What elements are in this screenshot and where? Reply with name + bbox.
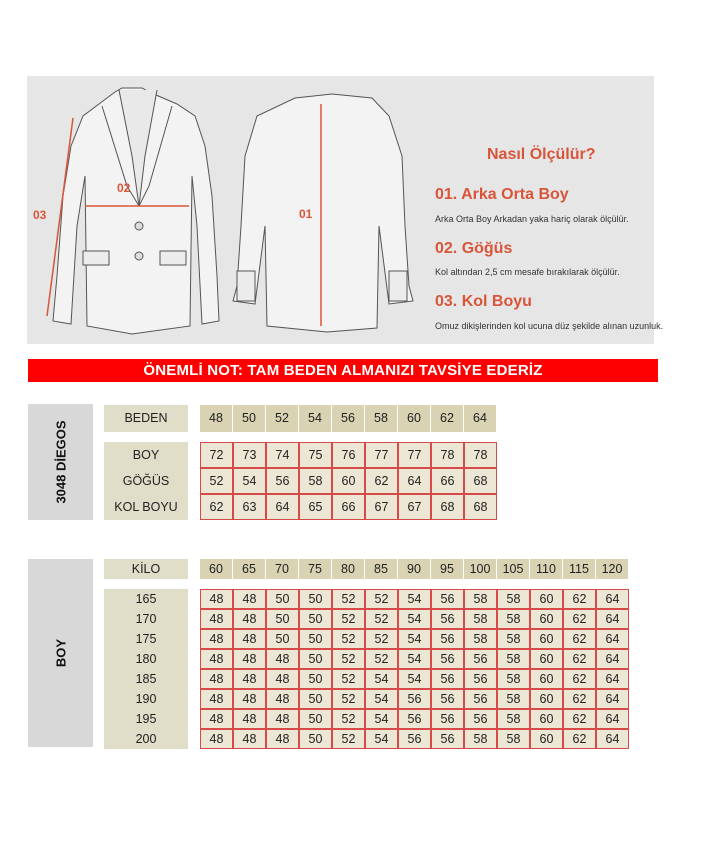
size-recommendation-cell: 48 bbox=[200, 729, 233, 749]
size-recommendation-cell: 50 bbox=[299, 589, 332, 609]
size-value-cell: 77 bbox=[365, 442, 398, 468]
size-recommendation-cell: 64 bbox=[596, 689, 629, 709]
size-recommendation-cell: 58 bbox=[497, 609, 530, 629]
size-row-label: GÖĞÜS bbox=[104, 468, 188, 494]
marker-03: 03 bbox=[33, 208, 47, 222]
weight-header-cell: 85 bbox=[365, 559, 398, 579]
size-value-cell: 76 bbox=[332, 442, 365, 468]
size-recommendation-cell: 62 bbox=[563, 729, 596, 749]
size-recommendation-cell: 60 bbox=[530, 609, 563, 629]
size-recommendation-cell: 54 bbox=[365, 689, 398, 709]
marker-01: 01 bbox=[299, 207, 313, 221]
size-recommendation-cell: 50 bbox=[266, 609, 299, 629]
size-recommendation-cell: 48 bbox=[233, 649, 266, 669]
size-value-cell: 67 bbox=[365, 494, 398, 520]
size-value-cell: 77 bbox=[398, 442, 431, 468]
size-recommendation-cell: 60 bbox=[530, 709, 563, 729]
weight-header-cell: 110 bbox=[530, 559, 563, 579]
size-header-cell: 50 bbox=[233, 405, 266, 432]
size-recommendation-cell: 62 bbox=[563, 669, 596, 689]
size-recommendation-cell: 54 bbox=[365, 709, 398, 729]
size-value-cell: 66 bbox=[431, 468, 464, 494]
size-recommendation-cell: 52 bbox=[332, 729, 365, 749]
size-value-cell: 66 bbox=[332, 494, 365, 520]
size-header-label: BEDEN bbox=[104, 405, 188, 432]
size-recommendation-cell: 56 bbox=[431, 589, 464, 609]
size-recommendation-cell: 52 bbox=[365, 589, 398, 609]
size-recommendation-cell: 56 bbox=[398, 709, 431, 729]
size-recommendation-cell: 60 bbox=[530, 649, 563, 669]
size-recommendation-cell: 48 bbox=[233, 609, 266, 629]
weight-header-cell: 100 bbox=[464, 559, 497, 579]
size-recommendation-cell: 52 bbox=[332, 649, 365, 669]
weight-header-label: KİLO bbox=[104, 559, 188, 579]
size-recommendation-cell: 64 bbox=[596, 709, 629, 729]
size-value-cell: 60 bbox=[332, 468, 365, 494]
size-recommendation-cell: 52 bbox=[332, 709, 365, 729]
size-recommendation-cell: 48 bbox=[266, 649, 299, 669]
size-recommendation-cell: 56 bbox=[464, 689, 497, 709]
product-code-label: 3048 DİEGOS bbox=[53, 420, 68, 504]
size-recommendation-cell: 62 bbox=[563, 609, 596, 629]
size-recommendation-cell: 58 bbox=[497, 689, 530, 709]
size-recommendation-cell: 56 bbox=[431, 649, 464, 669]
size-value-cell: 78 bbox=[431, 442, 464, 468]
size-recommendation-cell: 60 bbox=[530, 629, 563, 649]
size-value-cell: 64 bbox=[398, 468, 431, 494]
size-recommendation-cell: 50 bbox=[299, 649, 332, 669]
height-row-label: 200 bbox=[104, 729, 188, 749]
size-value-cell: 68 bbox=[464, 494, 497, 520]
size-recommendation-cell: 52 bbox=[365, 609, 398, 629]
size-recommendation-cell: 52 bbox=[332, 629, 365, 649]
size-value-cell: 64 bbox=[266, 494, 299, 520]
weight-header-cell: 105 bbox=[497, 559, 530, 579]
size-value-cell: 74 bbox=[266, 442, 299, 468]
size-recommendation-cell: 64 bbox=[596, 589, 629, 609]
weight-header-cell: 95 bbox=[431, 559, 464, 579]
size-recommendation-cell: 56 bbox=[431, 669, 464, 689]
size-recommendation-cell: 60 bbox=[530, 589, 563, 609]
size-value-cell: 54 bbox=[233, 468, 266, 494]
size-recommendation-cell: 48 bbox=[200, 669, 233, 689]
size-recommendation-cell: 64 bbox=[596, 649, 629, 669]
size-recommendation-cell: 64 bbox=[596, 629, 629, 649]
size-header-cell: 60 bbox=[398, 405, 431, 432]
size-recommendation-cell: 62 bbox=[563, 649, 596, 669]
size-value-cell: 68 bbox=[464, 468, 497, 494]
size-recommendation-cell: 62 bbox=[563, 709, 596, 729]
size-header-cell: 48 bbox=[200, 405, 233, 432]
size-row-label: KOL BOYU bbox=[104, 494, 188, 520]
size-recommendation-cell: 58 bbox=[464, 729, 497, 749]
size-header-cell: 58 bbox=[365, 405, 398, 432]
size-value-cell: 56 bbox=[266, 468, 299, 494]
weight-header-cell: 75 bbox=[299, 559, 332, 579]
size-recommendation-cell: 58 bbox=[497, 629, 530, 649]
size-value-cell: 73 bbox=[233, 442, 266, 468]
size-value-cell: 62 bbox=[200, 494, 233, 520]
height-side-label bbox=[28, 559, 93, 747]
size-recommendation-cell: 54 bbox=[398, 629, 431, 649]
step-1-desc: Arka Orta Boy Arkadan yaka hariç olarak ölçülür. bbox=[435, 214, 629, 224]
weight-header-cell: 120 bbox=[596, 559, 629, 579]
height-row-label: 195 bbox=[104, 709, 188, 729]
size-recommendation-cell: 58 bbox=[464, 609, 497, 629]
size-recommendation-cell: 48 bbox=[266, 689, 299, 709]
size-recommendation-cell: 50 bbox=[299, 709, 332, 729]
size-recommendation-cell: 48 bbox=[233, 709, 266, 729]
height-row-label: 185 bbox=[104, 669, 188, 689]
size-recommendation-cell: 56 bbox=[431, 689, 464, 709]
size-recommendation-cell: 48 bbox=[200, 689, 233, 709]
size-recommendation-cell: 56 bbox=[431, 709, 464, 729]
size-recommendation-cell: 60 bbox=[530, 669, 563, 689]
size-recommendation-cell: 50 bbox=[299, 609, 332, 629]
size-recommendation-cell: 54 bbox=[398, 649, 431, 669]
size-recommendation-cell: 60 bbox=[530, 729, 563, 749]
size-recommendation-cell: 58 bbox=[464, 629, 497, 649]
size-recommendation-cell: 48 bbox=[200, 649, 233, 669]
size-recommendation-cell: 54 bbox=[365, 669, 398, 689]
size-value-cell: 68 bbox=[431, 494, 464, 520]
size-recommendation-cell: 48 bbox=[233, 669, 266, 689]
size-recommendation-cell: 48 bbox=[266, 669, 299, 689]
size-recommendation-cell: 52 bbox=[332, 609, 365, 629]
size-value-cell: 72 bbox=[200, 442, 233, 468]
step-1-title: 01. Arka Orta Boy bbox=[435, 186, 569, 203]
size-recommendation-cell: 48 bbox=[233, 689, 266, 709]
size-value-cell: 63 bbox=[233, 494, 266, 520]
step-2-title: 02. Göğüs bbox=[435, 240, 513, 257]
size-recommendation-cell: 58 bbox=[497, 729, 530, 749]
size-recommendation-cell: 52 bbox=[365, 649, 398, 669]
size-recommendation-cell: 52 bbox=[332, 689, 365, 709]
size-header-cell: 62 bbox=[431, 405, 464, 432]
size-value-cell: 62 bbox=[365, 468, 398, 494]
height-axis-label: BOY bbox=[53, 638, 68, 668]
size-recommendation-cell: 58 bbox=[464, 589, 497, 609]
weight-header-cell: 70 bbox=[266, 559, 299, 579]
step-3-desc: Omuz dikişlerinden kol ucuna düz şekilde alınan uzunluk. bbox=[435, 321, 664, 331]
size-recommendation-cell: 56 bbox=[431, 629, 464, 649]
size-recommendation-cell: 48 bbox=[200, 609, 233, 629]
size-value-cell: 58 bbox=[299, 468, 332, 494]
size-row-label: BOY bbox=[104, 442, 188, 468]
size-recommendation-cell: 64 bbox=[596, 729, 629, 749]
size-recommendation-cell: 48 bbox=[233, 589, 266, 609]
size-value-cell: 78 bbox=[464, 442, 497, 468]
size-recommendation-cell: 54 bbox=[398, 589, 431, 609]
size-recommendation-cell: 56 bbox=[464, 649, 497, 669]
jacket-illustration bbox=[27, 76, 654, 344]
size-recommendation-cell: 50 bbox=[266, 589, 299, 609]
size-recommendation-cell: 62 bbox=[563, 629, 596, 649]
size-recommendation-cell: 48 bbox=[233, 629, 266, 649]
size-recommendation-cell: 52 bbox=[332, 669, 365, 689]
size-value-cell: 65 bbox=[299, 494, 332, 520]
size-header-cell: 52 bbox=[266, 405, 299, 432]
size-recommendation-cell: 64 bbox=[596, 669, 629, 689]
size-recommendation-cell: 48 bbox=[200, 709, 233, 729]
size-recommendation-cell: 58 bbox=[497, 649, 530, 669]
height-row-label: 170 bbox=[104, 609, 188, 629]
product-side-label bbox=[28, 404, 93, 520]
weight-header-cell: 80 bbox=[332, 559, 365, 579]
size-recommendation-cell: 48 bbox=[200, 589, 233, 609]
marker-02: 02 bbox=[117, 181, 131, 195]
size-recommendation-cell: 56 bbox=[431, 729, 464, 749]
size-header-cell: 64 bbox=[464, 405, 497, 432]
weight-header-cell: 60 bbox=[200, 559, 233, 579]
size-value-cell: 52 bbox=[200, 468, 233, 494]
weight-header-cell: 90 bbox=[398, 559, 431, 579]
step-3-title: 03. Kol Boyu bbox=[435, 293, 532, 310]
size-recommendation-cell: 54 bbox=[398, 669, 431, 689]
weight-header-cell: 115 bbox=[563, 559, 596, 579]
height-row-label: 175 bbox=[104, 629, 188, 649]
important-note-banner: ÖNEMLİ NOT: TAM BEDEN ALMANIZI TAVSİYE EDERİZ bbox=[28, 359, 658, 382]
size-recommendation-cell: 60 bbox=[530, 689, 563, 709]
how-to-measure-title: Nasıl Ölçülür? bbox=[487, 146, 596, 163]
height-row-label: 165 bbox=[104, 589, 188, 609]
size-recommendation-cell: 48 bbox=[266, 729, 299, 749]
weight-header-cell: 65 bbox=[233, 559, 266, 579]
height-row-label: 190 bbox=[104, 689, 188, 709]
size-recommendation-cell: 56 bbox=[398, 689, 431, 709]
size-recommendation-cell: 56 bbox=[431, 609, 464, 629]
size-recommendation-cell: 50 bbox=[266, 629, 299, 649]
size-recommendation-cell: 58 bbox=[497, 709, 530, 729]
height-row-label: 180 bbox=[104, 649, 188, 669]
size-recommendation-cell: 56 bbox=[398, 729, 431, 749]
size-recommendation-cell: 52 bbox=[332, 589, 365, 609]
size-recommendation-cell: 56 bbox=[464, 709, 497, 729]
size-recommendation-cell: 58 bbox=[497, 669, 530, 689]
size-header-cell: 54 bbox=[299, 405, 332, 432]
size-recommendation-cell: 50 bbox=[299, 629, 332, 649]
size-recommendation-cell: 56 bbox=[464, 669, 497, 689]
size-recommendation-cell: 62 bbox=[563, 589, 596, 609]
size-header-cell: 56 bbox=[332, 405, 365, 432]
size-recommendation-cell: 48 bbox=[266, 709, 299, 729]
size-recommendation-cell: 50 bbox=[299, 689, 332, 709]
step-2-desc: Kol altından 2,5 cm mesafe bırakılarak ölçülür. bbox=[435, 267, 620, 277]
size-recommendation-cell: 62 bbox=[563, 689, 596, 709]
size-recommendation-cell: 50 bbox=[299, 729, 332, 749]
size-recommendation-cell: 48 bbox=[233, 729, 266, 749]
size-recommendation-cell: 50 bbox=[299, 669, 332, 689]
measurement-guide-panel bbox=[27, 76, 664, 344]
size-recommendation-cell: 64 bbox=[596, 609, 629, 629]
size-recommendation-cell: 52 bbox=[365, 629, 398, 649]
size-recommendation-cell: 54 bbox=[398, 609, 431, 629]
size-recommendation-cell: 48 bbox=[200, 629, 233, 649]
size-recommendation-cell: 54 bbox=[365, 729, 398, 749]
size-value-cell: 75 bbox=[299, 442, 332, 468]
size-value-cell: 67 bbox=[398, 494, 431, 520]
size-recommendation-cell: 58 bbox=[497, 589, 530, 609]
